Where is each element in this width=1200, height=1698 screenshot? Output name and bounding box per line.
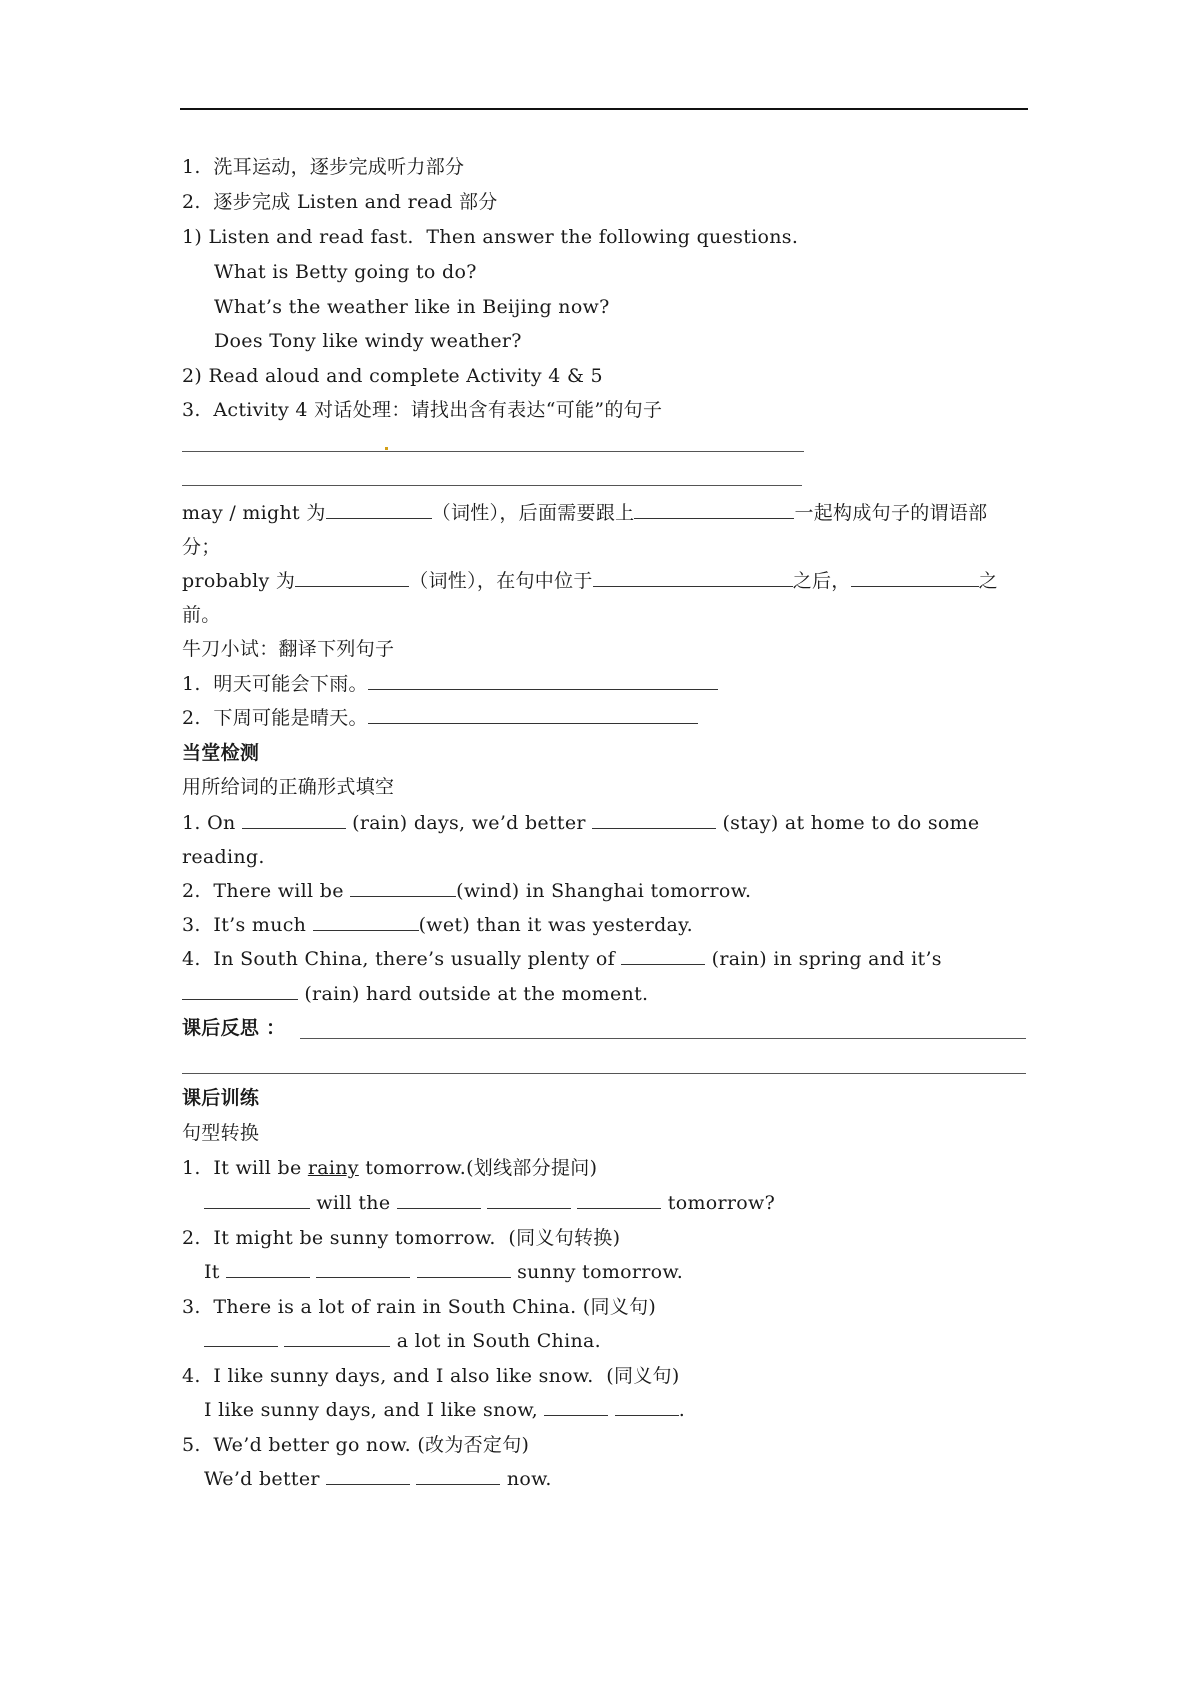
q3-a: 3. It’s much: [182, 914, 307, 936]
practice-title: 牛刀小试：翻译下列句子: [182, 638, 395, 660]
q3-b: (wet) than it was yesterday.: [418, 914, 694, 936]
hw-2: 2. It might be sunny tomorrow. (同义句转换): [182, 1227, 621, 1249]
q4-a: 4. In South China, there’s usually plenty of: [182, 948, 615, 970]
hw1-blank-2[interactable]: [397, 1190, 481, 1209]
test-instruction: 用所给词的正确形式填空: [182, 776, 395, 798]
hw1-underlined: rainy: [307, 1157, 359, 1179]
hw5-ans-a: We’d better: [204, 1468, 320, 1490]
hw-3: 3. There is a lot of rain in South China. (同义句): [182, 1296, 657, 1318]
homework-instruction: 句型转换: [182, 1122, 260, 1144]
grammar-probably-cont: 前。: [182, 604, 221, 626]
practice-2-text: 2. 下周可能是晴天。: [182, 707, 368, 729]
test-q4: [182, 946, 942, 972]
may-blank-2[interactable]: [634, 500, 794, 519]
hw-1: [182, 1155, 597, 1181]
hw4-blank-2[interactable]: [615, 1397, 679, 1416]
step-2: 2. 逐步完成 Listen and read 部分: [182, 191, 498, 213]
hw1-blank-1[interactable]: [204, 1190, 310, 1209]
hw2-blank-1[interactable]: [226, 1259, 310, 1278]
q2-a: 2. There will be: [182, 880, 344, 902]
hw3-blank-1[interactable]: [204, 1328, 278, 1347]
reflection-label: 课后反思 ：: [182, 1017, 286, 1039]
hw2-ans-a: It: [204, 1261, 220, 1283]
hw1-b: tomorrow.(划线部分提问): [365, 1157, 598, 1179]
q1-c: (stay) at home to do some: [722, 812, 980, 834]
test-heading: 当堂检测: [182, 742, 260, 764]
grammar-probably: [182, 568, 998, 594]
prob-text-4: 之: [978, 570, 998, 592]
answer-line-2[interactable]: [182, 485, 802, 486]
q4-b: (rain) in spring and it’s: [711, 948, 942, 970]
practice-1: [182, 671, 718, 697]
practice-2-blank[interactable]: [368, 705, 698, 724]
hw5-blank-1[interactable]: [326, 1466, 410, 1485]
prob-blank-2[interactable]: [593, 568, 793, 587]
q4-blank-1[interactable]: [621, 946, 705, 965]
homework-heading: 课后训练: [182, 1087, 260, 1109]
header-rule: [180, 108, 1028, 110]
sub-step-1: 1) Listen and read fast. Then answer the following questions.: [182, 226, 799, 248]
test-q1: [182, 810, 979, 836]
hw-3-answer: [204, 1328, 601, 1354]
hw2-blank-2[interactable]: [316, 1259, 410, 1278]
test-q1-cont: reading.: [182, 846, 265, 868]
q1-b: (rain) days, we’d better: [352, 812, 586, 834]
question-3: Does Tony like windy weather?: [214, 330, 522, 352]
test-q4-cont: [182, 981, 648, 1007]
step-1: 1. 洗耳运动，逐步完成听力部分: [182, 156, 465, 178]
answer-line-1[interactable]: [182, 451, 804, 452]
hw-2-answer: [204, 1259, 683, 1285]
test-q3: [182, 912, 693, 938]
prob-blank-1[interactable]: [295, 568, 409, 587]
q2-blank[interactable]: [350, 878, 456, 897]
practice-2: [182, 705, 698, 731]
practice-1-blank[interactable]: [368, 671, 718, 690]
may-blank-1[interactable]: [326, 500, 432, 519]
prob-label: probably 为: [182, 570, 296, 592]
hw4-ans-a: I like sunny days, and I like snow,: [204, 1399, 539, 1421]
q3-blank[interactable]: [313, 912, 419, 931]
hw5-ans-b: now.: [506, 1468, 552, 1490]
may-text-2: （词性），后面需要跟上: [431, 502, 635, 524]
q4-c: (rain) hard outside at the moment.: [304, 983, 649, 1005]
practice-1-text: 1. 明天可能会下雨。: [182, 673, 368, 695]
q4-blank-2[interactable]: [182, 981, 298, 1000]
q1-blank-2[interactable]: [592, 810, 716, 829]
q2-b: (wind) in Shanghai tomorrow.: [456, 880, 752, 902]
test-q2: [182, 878, 751, 904]
hw1-blank-4[interactable]: [577, 1190, 661, 1209]
reflection-line-2[interactable]: [182, 1073, 1026, 1074]
reflection: [182, 1015, 285, 1041]
hw2-blank-3[interactable]: [417, 1259, 511, 1278]
question-1: What is Betty going to do?: [214, 261, 477, 283]
hw4-blank-1[interactable]: [544, 1397, 608, 1416]
hw-5: 5. We’d better go now. (改为否定句): [182, 1434, 530, 1456]
grammar-may: [182, 500, 987, 526]
hw3-blank-2[interactable]: [284, 1328, 390, 1347]
hw-4-answer: [204, 1397, 685, 1423]
hw-5-answer: [204, 1466, 552, 1492]
hw4-ans-b: .: [678, 1399, 686, 1421]
q1-blank-1[interactable]: [242, 810, 346, 829]
marker-dot: [385, 447, 388, 450]
question-2: What’s the weather like in Beijing now?: [214, 296, 610, 318]
hw5-blank-2[interactable]: [416, 1466, 500, 1485]
hw-1-answer: [204, 1190, 775, 1216]
hw2-ans-b: sunny tomorrow.: [517, 1261, 684, 1283]
sub-step-2: 2) Read aloud and complete Activity 4 & 5: [182, 365, 603, 387]
may-text-3: 一起构成句子的谓语部: [794, 502, 988, 524]
may-label: may / might 为: [182, 502, 326, 524]
hw1-blank-3[interactable]: [487, 1190, 571, 1209]
grammar-may-cont: 分；: [182, 536, 221, 558]
step-3: 3. Activity 4 对话处理：请找出含有表达“可能”的句子: [182, 399, 663, 421]
prob-blank-3[interactable]: [851, 568, 979, 587]
reflection-line-1[interactable]: [300, 1038, 1026, 1039]
prob-text-2: （词性），在句中位于: [409, 570, 593, 592]
prob-text-3: 之后，: [792, 570, 851, 592]
hw1-ans-b: tomorrow?: [667, 1192, 776, 1214]
hw1-ans-a: will the: [316, 1192, 391, 1214]
hw-4: 4. I like sunny days, and I also like snow. (同义句): [182, 1365, 680, 1387]
q1-a: 1. On: [182, 812, 236, 834]
hw3-ans: a lot in South China.: [396, 1330, 601, 1352]
hw1-a: 1. It will be: [182, 1157, 302, 1179]
